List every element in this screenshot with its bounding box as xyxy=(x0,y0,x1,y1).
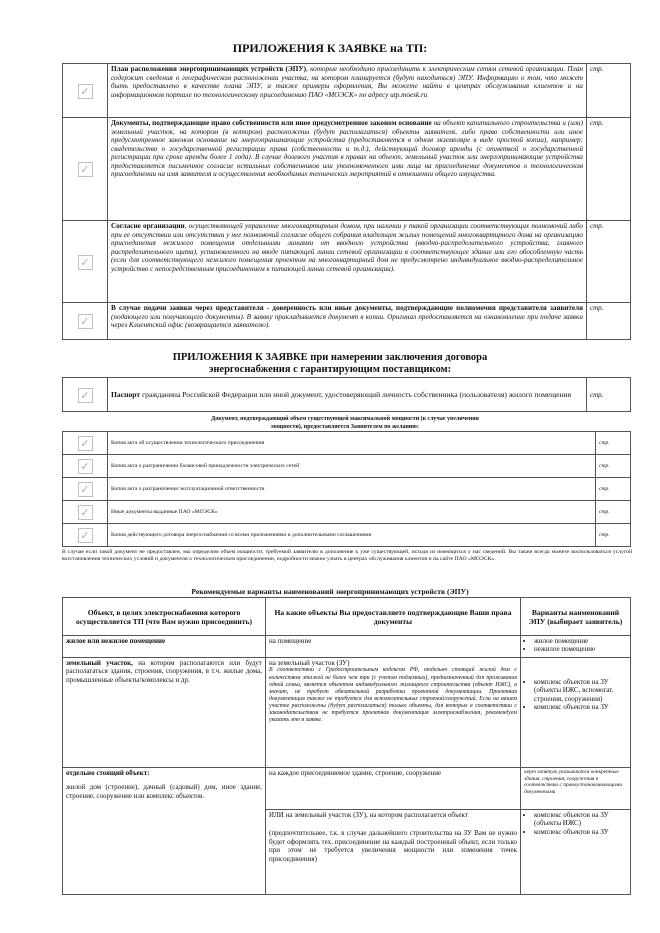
object-bold: земельный участок, xyxy=(66,659,133,667)
docs-cell: на помещение xyxy=(266,636,521,658)
col-header-object: Объект, в целях электроснабжения которого осуществляется ТП (что Вам нужно присоединить) xyxy=(63,598,266,636)
object-bold: отдельно стоящий объект: xyxy=(66,769,150,777)
checkbox-icon[interactable]: ✓ xyxy=(78,528,93,543)
variant-item: • комплекс объектов на ЗУ (объекты ИЖС) xyxy=(534,811,627,828)
section2-title: ПРИЛОЖЕНИЯ К ЗАЯВКЕ при намерении заключения договора энергоснабжения с гарантирующим поставщиком: xyxy=(172,352,488,375)
power-doc-row xyxy=(63,455,631,478)
attachment-bold: Согласие организации xyxy=(111,222,185,230)
attachment-row xyxy=(63,118,631,221)
checkbox-icon[interactable]: ✓ xyxy=(78,84,93,99)
table-row xyxy=(63,658,631,768)
attachment-body: (подающего или получающего документы). В заявку прикладывается документ в копии. Оригинал предоставляется на ознакомление при подаче заявки через Клиентский офис (возвращается заявителю). xyxy=(111,312,583,329)
checkbox-icon[interactable]: ✓ xyxy=(78,505,93,520)
attachment-text xyxy=(108,303,587,340)
variant-item: • жилое помещение xyxy=(534,637,627,645)
checkbox-icon[interactable]: ✓ xyxy=(78,436,93,451)
object-cell xyxy=(63,658,266,768)
power-doc-subtitle: Документ, подтверждающий объем существующей максимальной мощности (в случае увеличения мощности), предоставляется Заявителем по желанию: xyxy=(211,416,479,430)
checkbox-icon[interactable]: ✓ xyxy=(78,459,93,474)
variants-cell xyxy=(521,810,631,895)
power-doc-row xyxy=(63,478,631,501)
page-field[interactable]: стр. xyxy=(596,432,631,455)
variants-cell xyxy=(521,636,631,658)
epu-variants-table xyxy=(62,597,631,895)
power-doc-row xyxy=(63,501,631,524)
passport-text xyxy=(108,378,587,412)
table-row xyxy=(63,768,631,810)
header-row xyxy=(63,598,631,636)
attachment-bold: Документы, подтверждающие право собственности или иное предусмотренное законом основание xyxy=(111,119,432,127)
object-cell: жилое или нежилое помещение xyxy=(63,636,266,658)
table-row xyxy=(63,636,631,658)
attachment-text xyxy=(108,118,587,221)
page-field[interactable]: стр. xyxy=(587,221,631,303)
checkbox-icon[interactable]: ✓ xyxy=(78,482,93,497)
attachment-row xyxy=(63,64,631,118)
page-field[interactable]: стр. xyxy=(587,64,631,118)
power-doc-row xyxy=(63,432,631,455)
attachment-row xyxy=(63,303,631,340)
passport-body: гражданина Российской Федерации или иной документ, удостоверяющий личность собственника (пользователя) жилого помещения xyxy=(140,389,572,399)
power-doc-text: Копия акта о разграничении балансовой принадлежности электрических сетей xyxy=(108,455,596,478)
power-doc-text: Копия акта о разграничении эксплуатационной ответственности xyxy=(108,478,596,501)
page-field[interactable]: стр. xyxy=(587,303,631,340)
power-doc-text: Иные документы выданные ПАО «МОЭСК» xyxy=(108,501,596,524)
docs-note: В соответствии с Градостроительным кодексом РФ, отдельно стоящий жилой дом с количеством этажей не более чем три (с учетом подземных), предназначенный для проживания одной семьи, является объектом индивидуального жилищного строительства (объект ИЖС), а значит, не требует обязательной разработки проектной документации. Проектная документация также не требуется для вспомогательных строений/сооружений. Если на вашем участке расположены (будут располагаться) только объекты, для которых в соответствии с законодательством не требуется проектная документация электроснабжения, рекомендуем указать это в заявке. xyxy=(269,667,517,724)
attachment-text xyxy=(108,221,587,303)
docs-cell: на каждое присоединяемое здание, строение, сооружение xyxy=(266,768,521,810)
variant-item: • комплекс объектов на ЗУ xyxy=(534,828,627,836)
page-field[interactable]: стр. xyxy=(596,478,631,501)
variant-item: • комплекс объектов на ЗУ xyxy=(534,703,627,711)
object-text: на котором располагаются или будут располагаться здания, строения, сооружения, в т.ч. жилые дома, промышленные объекты/комплексы и др. xyxy=(66,659,262,684)
attachment-body: , которые необходимо присоединить к электрическим сетям сетевой организации. План содержит сведения о географическом расположении участка, на котором планируется (будут находиться) ЭПУ. Информацию о том, что может быть предоставлено в качестве плана ЭПУ, а также примеры оформления, Вы можете найти в центрах обслуживания клиентов и на информационном портале по технологическому присоединению ПАО «МОЭСК» по адресу utp.moesk.ru xyxy=(111,65,583,99)
power-doc-row xyxy=(63,524,631,547)
passport-table xyxy=(62,377,631,412)
passport-row xyxy=(63,378,631,412)
checkbox-icon[interactable]: ✓ xyxy=(78,255,93,270)
checkbox-icon[interactable]: ✓ xyxy=(78,314,93,329)
docs-option: ИЛИ на земельный участок (ЗУ), на котором располагается объект xyxy=(269,811,468,819)
attachment-body: на объект капитального строительства и (или) земельный участок, на котором (в котором) расположены (будут располагаться) объекты заявителя, либо право собственности или иное предусмотренное законом основание на энергопринимающие устройства (предоставляется в одном экземпляре в виде простой копии), например: свидетельство о государственной регистрации права (собственности и т.д.), действующий договор аренды (с отметкой о государственной регистрации при сроке аренды более 1 года). В случае долевого участия в правах на объект, земельный участок или энергопринимающие устройства предоставляется письменное согласие остальных собственников или уполномоченного ими лица на присоединение документов о технологическом присоединении на имя заявителя и осуществления необходимых технических мероприятий в отношении общего имущества. xyxy=(111,119,583,178)
docs-explanation: (предпочтительнее, т.к. в случае дальнейшего строительства на ЗУ Вам не нужно будет оформлять тех. присоединение на каждый построенный объект, если только при этом не требуется увеличения мощности или изменения точек присоединения) xyxy=(269,829,517,863)
attachment-body: , осуществляющей управление многоквартирным домом, при наличии у такой организации соответствующих полномочий либо при ее отсутствии или отсутствии у нее полномочий согласие общего собрания владельцев жилых помещений многоквартирного дома на организацию присоединения нежилого помещения отдельными линиями от вводного устройства (вводно-распределительного устройства, главного распределительного щита), установленного на вводе питающей линии сетевой организации в соответствующее здание или его обособленную часть (если для соответствующего нежилого помещения проектом на многоквартирный дом не предусмотрено индивидуальное вводно-распределительное устройство с непосредственным присоединением к питающей линии сетевой организации). xyxy=(111,222,583,273)
page-field[interactable]: стр. xyxy=(587,378,631,412)
section1-title: ПРИЛОЖЕНИЯ К ЗАЯВКЕ на ТП: xyxy=(232,41,428,55)
power-doc-note: В случае если такой документ не предоставлен, мы определим объем мощности, требуемой заявителю в дополнение к уже существующей, исходя из имеющихся у нас сведений. Вы также всегда можете воспользоваться услугой восстановления технических условий и документов о технологическом присоединении, подробности можно узнать в центрах обслуживания клиентов и на сайте ПАО «МОЭСК». xyxy=(62,549,632,562)
col-header-variants: Варианты наименований ЭПУ (выбирает заявитель) xyxy=(521,598,631,636)
passport-bold: Паспорт xyxy=(111,389,141,399)
page-field[interactable]: стр. xyxy=(596,455,631,478)
power-doc-text: Копия действующего договора энергоснабжения со всеми приложениями и дополнительными соглашениями xyxy=(108,524,596,547)
attachments-table xyxy=(62,63,631,340)
variants-cell xyxy=(521,658,631,768)
attachment-row xyxy=(63,221,631,303)
power-doc-text: Копия акта об осуществлении технологического присоединения xyxy=(108,432,596,455)
object-cell xyxy=(63,768,266,895)
docs-title: на земельный участок (ЗУ) xyxy=(269,659,350,667)
variants-cell: через запятую указываются конкретные здания, строения, сооружения в соответствии с правоустанавливающими документами xyxy=(521,768,631,810)
col-header-docs: На какие объекты Вы предоставляете подтверждающие Ваши права документы xyxy=(266,598,521,636)
checkbox-icon[interactable]: ✓ xyxy=(78,388,93,403)
attachment-text xyxy=(108,64,587,118)
docs-cell xyxy=(266,658,521,768)
variant-item: • комплекс объектов на ЗУ (объекты ИЖС, вспомогат. строения, сооружения) xyxy=(534,678,627,703)
page-field[interactable]: стр. xyxy=(596,524,631,547)
page-field[interactable]: стр. xyxy=(587,118,631,221)
power-docs-table xyxy=(62,431,631,547)
docs-cell xyxy=(266,810,521,895)
section3-title: Рекомендуемые варианты наименований энергопринимающих устройств (ЭПУ) xyxy=(191,587,469,596)
attachment-bold: План расположения энергопринимающих устройств (ЭПУ) xyxy=(111,65,307,73)
checkbox-icon[interactable]: ✓ xyxy=(78,162,93,177)
object-text: жилой дом (строение), дачный (садовый) дом, иное здание, строение, сооружение или комплекс объектов. xyxy=(66,783,262,800)
page-field[interactable]: стр. xyxy=(596,501,631,524)
variant-item: • нежилое помещение xyxy=(534,645,627,653)
attachment-bold: В случае подачи заявки через представителя - доверенность или иные документы, подтверждающие полномочия представителя заявителя xyxy=(111,304,583,312)
